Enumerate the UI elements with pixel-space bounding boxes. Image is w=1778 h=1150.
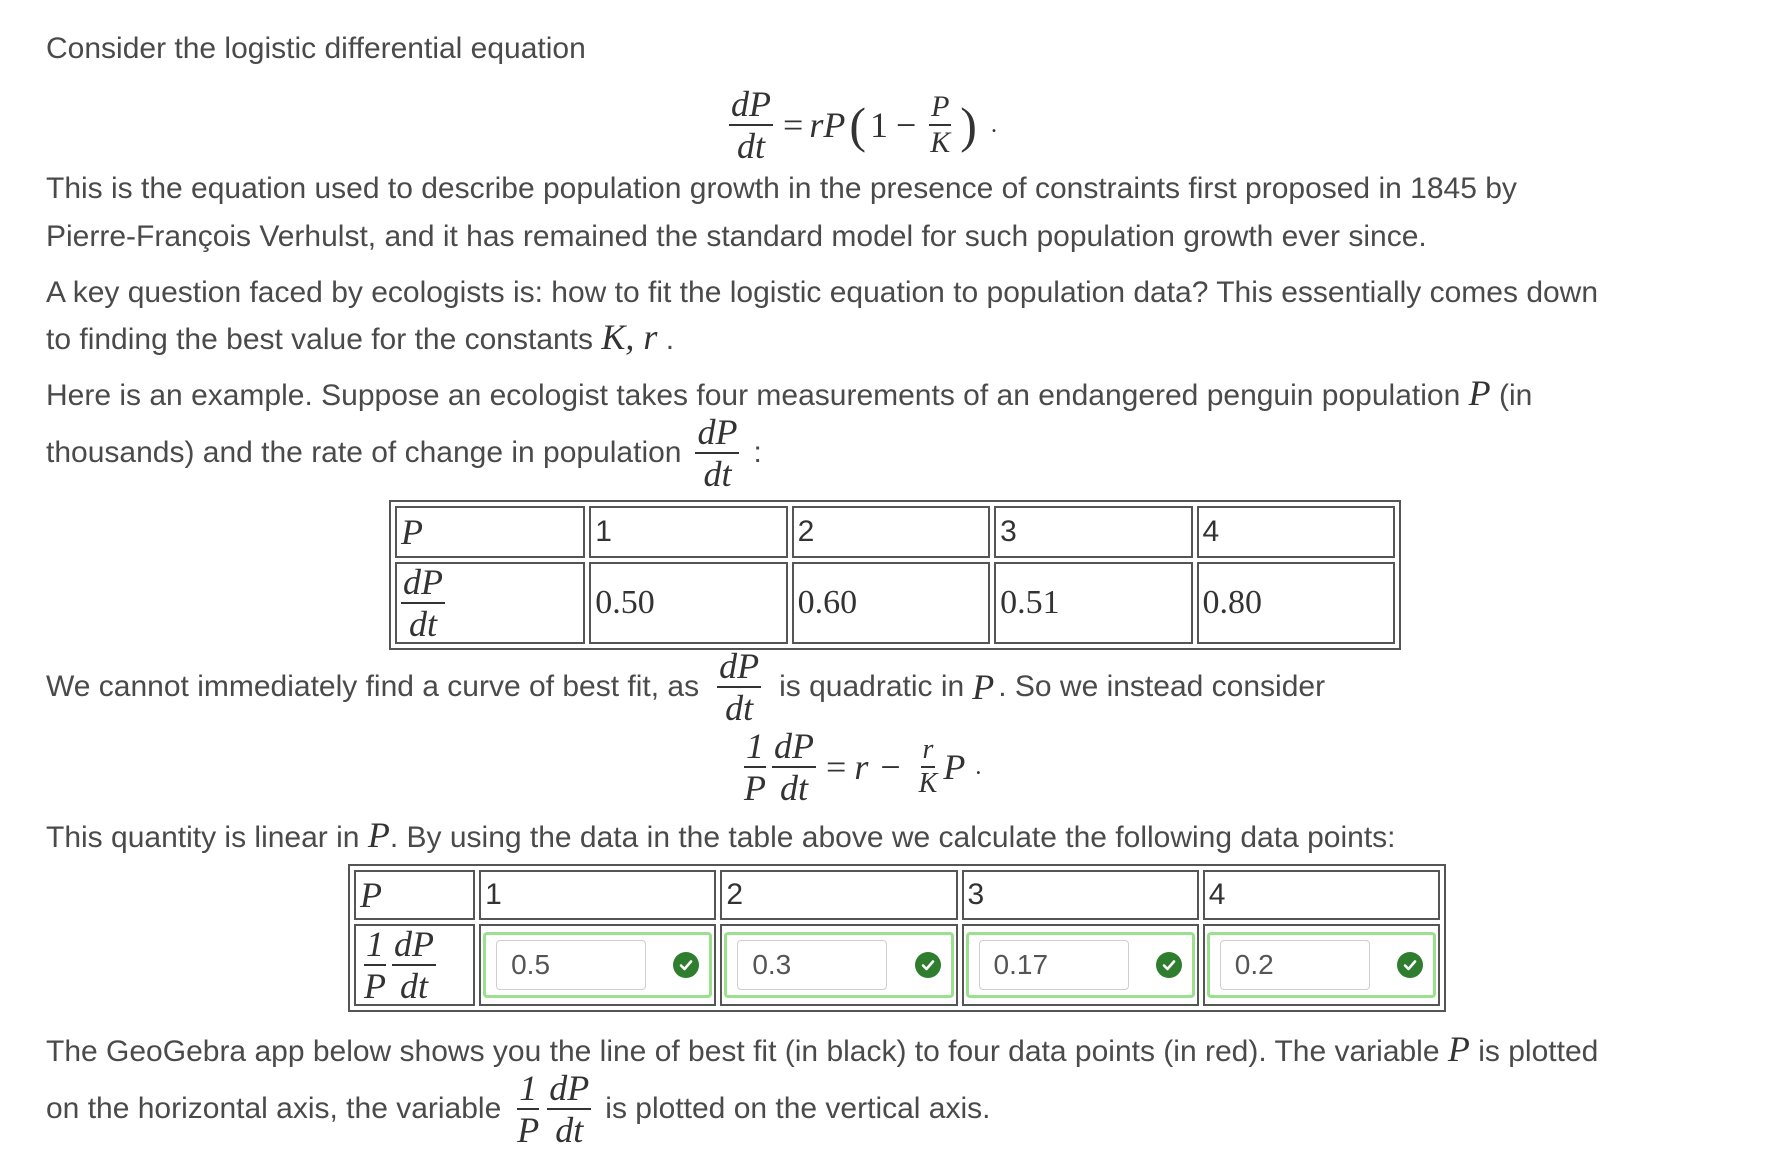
table-cell: 3: [962, 870, 1199, 920]
paragraph-4: We cannot immediately find a curve of best fit, as $\frac{dP}{dt}$ is quadratic in P . So we instead consider: [46, 646, 1326, 728]
table-cell: 2: [720, 870, 957, 920]
p-over-k-fraction: $\frac{P}{K}$: [930, 90, 951, 159]
dpdt-fraction: $\frac{dP}{dt}$: [731, 84, 771, 166]
table-row: [395, 562, 1395, 644]
check-icon: [1156, 952, 1182, 978]
paragraph-1-line-1: This is the equation used to describe population growth in the presence of constraints first proposed in 1845 by: [46, 172, 1517, 205]
row-header-p: P: [395, 506, 585, 558]
table-row: [354, 870, 1440, 920]
table-cell: [1203, 924, 1440, 1006]
table-cell: [479, 924, 716, 1006]
table-cell: 1: [479, 870, 716, 920]
table-cell: 0.80: [1197, 562, 1395, 644]
table-row: [354, 924, 1440, 1006]
table-cell: 0.50: [589, 562, 787, 644]
table-cell: 4: [1203, 870, 1440, 920]
dpdt-inline-fraction: $\frac{dP}{dt}$: [697, 412, 738, 494]
dpdt-inline-fraction-2: $\frac{dP}{dt}$: [719, 646, 760, 728]
table-cell: 3: [994, 506, 1192, 558]
paragraph-2-line-1: A key question faced by ecologists is: how to fit the logistic equation to population data? This essentially comes down: [46, 276, 1599, 309]
table-cell: [720, 924, 957, 1006]
paragraph-2-line-2: to finding the best value for the constants K, r .: [46, 317, 675, 357]
linearized-equation: $\frac{1}{P}$ $\frac{dP}{dt}$ = r − $\frac{r}{K}$ P .: [744, 726, 982, 808]
table-cell: 4: [1197, 506, 1395, 558]
table-cell: 0.51: [994, 562, 1192, 644]
intro-text: Consider the logistic differential equation: [46, 32, 586, 65]
answer-box-correct: [966, 932, 1195, 998]
answer-box-correct: [724, 932, 953, 998]
paragraph-6-line-1: The GeoGebra app below shows you the line of best fit (in black) to four data points (in red). The variable P is plotted: [46, 1029, 1599, 1069]
check-icon: [673, 952, 699, 978]
row-header-dpdt: $\frac{dP}{dt}$: [395, 562, 585, 644]
paragraph-3-line-1: Here is an example. Suppose an ecologist takes four measurements of an endangered penguin population P (in: [46, 373, 1533, 413]
answer-input[interactable]: 0.2: [1220, 940, 1370, 990]
paragraph-5: This quantity is linear in P. By using the data in the table above we calculate the following data points:: [46, 815, 1396, 855]
paragraph-1-line-2: Pierre-François Verhulst, and it has remained the standard model for such population growth ever since.: [46, 220, 1427, 253]
measurements-table: [389, 500, 1401, 650]
answer-input[interactable]: 0.3: [737, 940, 887, 990]
check-icon: [915, 952, 941, 978]
table-cell: [962, 924, 1199, 1006]
table-row: [395, 506, 1395, 558]
paragraph-6-line-2: on the horizontal axis, the variable $\frac{1}{P}$ $\frac{dP}{dt}$ is plotted on the vertical axis.: [46, 1068, 991, 1150]
row-header-p: P: [354, 870, 475, 920]
logistic-equation: $\frac{dP}{dt}$ = rP ( 1 − $\frac{P}{K}$ ) .: [731, 84, 997, 166]
answer-box-correct: [1207, 932, 1436, 998]
answer-box-correct: [483, 932, 712, 998]
computed-points-table: [348, 864, 1446, 1012]
row-header-1-over-p-dpdt: $\frac{1}{P}$ $\frac{dP}{dt}$: [354, 924, 475, 1006]
table-cell: 0.60: [792, 562, 990, 644]
answer-input[interactable]: 0.5: [496, 940, 646, 990]
table-cell: 2: [792, 506, 990, 558]
answer-input[interactable]: 0.17: [979, 940, 1129, 990]
paragraph-3-line-2: thousands) and the rate of change in population $\frac{dP}{dt}$ :: [46, 412, 762, 494]
check-icon: [1397, 952, 1423, 978]
table-cell: 1: [589, 506, 787, 558]
